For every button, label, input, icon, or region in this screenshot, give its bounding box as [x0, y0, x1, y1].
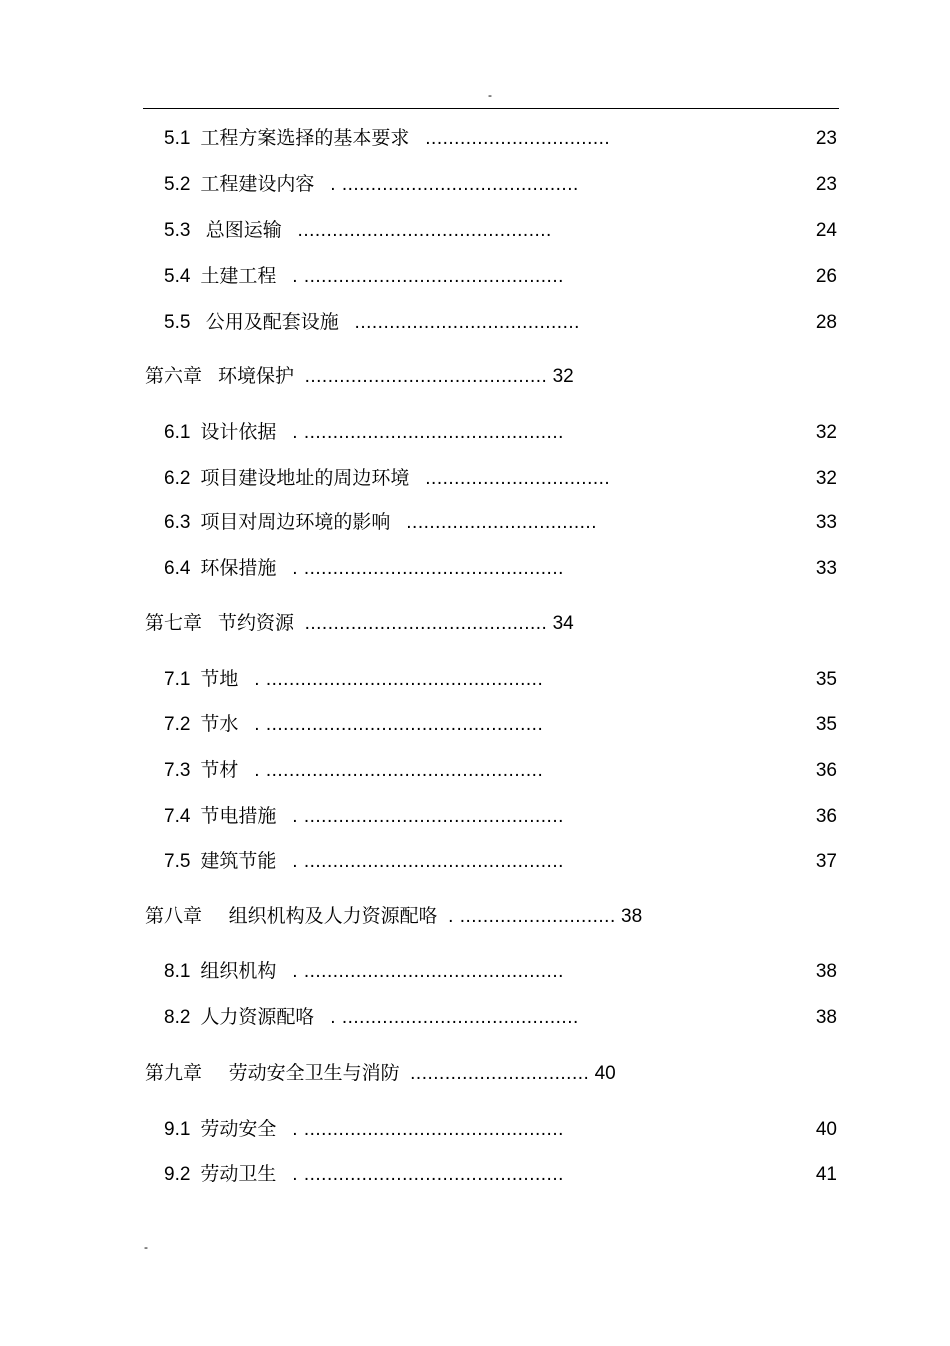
toc-section-entry[interactable] [164, 668, 543, 692]
footer-mark: - [144, 1240, 148, 1254]
section-number: 7.3 [164, 760, 191, 781]
toc-chapter-entry[interactable] [145, 905, 642, 929]
page-number: 36 [815, 806, 837, 827]
toc-section-entry[interactable] [164, 960, 564, 984]
toc-section-entry[interactable] [164, 759, 543, 783]
section-number: 7.2 [164, 714, 191, 735]
toc-section-entry[interactable] [164, 713, 543, 737]
chapter-number: 第八章 [145, 906, 203, 927]
page-number: 23 [815, 128, 837, 149]
toc-section-entry[interactable] [164, 127, 610, 151]
section-number: 7.5 [164, 851, 191, 872]
section-title: 节地 [200, 669, 239, 690]
dot-leader: . ............................................. [292, 422, 564, 443]
chapter-number: 第六章 [145, 366, 203, 387]
section-number: 5.4 [164, 266, 191, 287]
page-number: 38 [815, 961, 837, 982]
toc-chapter-entry[interactable] [145, 1062, 616, 1086]
page-number: 26 [815, 266, 837, 287]
section-title: 项目建设地址的周边环境 [200, 468, 410, 489]
toc-section-entry[interactable] [164, 511, 597, 535]
chapter-number: 第九章 [145, 1063, 203, 1084]
section-title: 节材 [200, 760, 239, 781]
toc-section-entry[interactable] [164, 219, 552, 243]
section-title: 节水 [200, 714, 239, 735]
chapter-number: 第七章 [145, 613, 203, 634]
section-number: 6.3 [164, 512, 191, 533]
section-title: 人力资源配咯 [200, 1007, 315, 1028]
section-number: 7.1 [164, 669, 191, 690]
page-number: 33 [815, 558, 837, 579]
page-number: 41 [815, 1164, 837, 1185]
section-title: 工程建设内容 [200, 174, 315, 195]
page-number: 32 [815, 468, 837, 489]
page-number: 28 [815, 312, 837, 333]
header-mark: - [488, 88, 492, 102]
section-number: 6.4 [164, 558, 191, 579]
dot-leader: . ......................................... [330, 174, 579, 195]
dot-leader: . ........................... [448, 906, 616, 927]
dot-leader: .......................................... [304, 613, 548, 634]
dot-leader: . ................................................ [254, 760, 544, 781]
section-title: 节电措施 [200, 806, 277, 827]
section-number: 9.2 [164, 1164, 191, 1185]
section-number: 8.2 [164, 1007, 191, 1028]
chapter-title: 环境保护 [218, 366, 295, 387]
dot-leader: ............................... [410, 1063, 590, 1084]
page-number: 37 [815, 851, 837, 872]
dot-leader: ............................................ [297, 220, 552, 241]
dot-leader: . ............................................. [292, 1164, 564, 1185]
page-number: 35 [815, 669, 837, 690]
toc-section-entry[interactable] [164, 421, 564, 445]
page-number: 34 [552, 613, 574, 634]
section-title: 工程方案选择的基本要求 [200, 128, 410, 149]
chapter-title: 组织机构及人力资源配咯 [218, 906, 438, 927]
toc-section-entry[interactable] [164, 311, 580, 335]
section-title: 环保措施 [200, 558, 277, 579]
dot-leader: ................................ [425, 128, 611, 149]
page-number: 40 [594, 1063, 616, 1084]
dot-leader: . ............................................. [292, 558, 564, 579]
section-number: 9.1 [164, 1119, 191, 1140]
section-title: 公用及配套设施 [200, 312, 339, 333]
toc-section-entry[interactable] [164, 467, 610, 491]
page-number: 38 [815, 1007, 837, 1028]
dot-leader: ................................. [406, 512, 597, 533]
section-number: 6.2 [164, 468, 191, 489]
toc-section-entry[interactable] [164, 850, 564, 874]
toc-section-entry[interactable] [164, 557, 564, 581]
dot-leader: . ................................................ [254, 669, 544, 690]
dot-leader: . ................................................ [254, 714, 544, 735]
section-number: 5.3 [164, 220, 191, 241]
dot-leader: ....................................... [354, 312, 580, 333]
page-number: 38 [621, 906, 643, 927]
section-title: 劳动卫生 [200, 1164, 277, 1185]
page-number: 23 [815, 174, 837, 195]
toc-chapter-entry[interactable] [145, 365, 574, 389]
section-number: 6.1 [164, 422, 191, 443]
section-number: 5.5 [164, 312, 191, 333]
toc-section-entry[interactable] [164, 1118, 564, 1142]
page-number: 24 [815, 220, 837, 241]
dot-leader: . ......................................... [330, 1007, 579, 1028]
section-number: 7.4 [164, 806, 191, 827]
section-number: 5.2 [164, 174, 191, 195]
section-number: 8.1 [164, 961, 191, 982]
section-title: 建筑节能 [200, 851, 277, 872]
dot-leader: . ............................................. [292, 806, 564, 827]
dot-leader: . ............................................. [292, 266, 564, 287]
dot-leader: . ............................................. [292, 961, 564, 982]
dot-leader: ................................ [425, 468, 611, 489]
chapter-title: 节约资源 [218, 613, 295, 634]
dot-leader: .......................................... [304, 366, 548, 387]
section-title: 土建工程 [200, 266, 277, 287]
page-number: 35 [815, 714, 837, 735]
section-number: 5.1 [164, 128, 191, 149]
section-title: 总图运输 [200, 220, 282, 241]
toc-section-entry[interactable] [164, 173, 579, 197]
section-title: 劳动安全 [200, 1119, 277, 1140]
page-number: 36 [815, 760, 837, 781]
toc-section-entry[interactable] [164, 1163, 564, 1187]
header-rule [143, 108, 839, 109]
section-title: 设计依据 [200, 422, 277, 443]
dot-leader: . ............................................. [292, 1119, 564, 1140]
toc-section-entry[interactable] [164, 805, 564, 829]
dot-leader: . ............................................. [292, 851, 564, 872]
page-number: 33 [815, 512, 837, 533]
toc-section-entry[interactable] [164, 265, 564, 289]
section-title: 组织机构 [200, 961, 277, 982]
section-title: 项目对周边环境的影响 [200, 512, 391, 533]
chapter-title: 劳动安全卫生与消防 [218, 1063, 400, 1084]
toc-section-entry[interactable] [164, 1006, 579, 1030]
toc-chapter-entry[interactable] [145, 612, 574, 636]
page-number: 32 [552, 366, 574, 387]
page-number: 40 [815, 1119, 837, 1140]
page-number: 32 [815, 422, 837, 443]
